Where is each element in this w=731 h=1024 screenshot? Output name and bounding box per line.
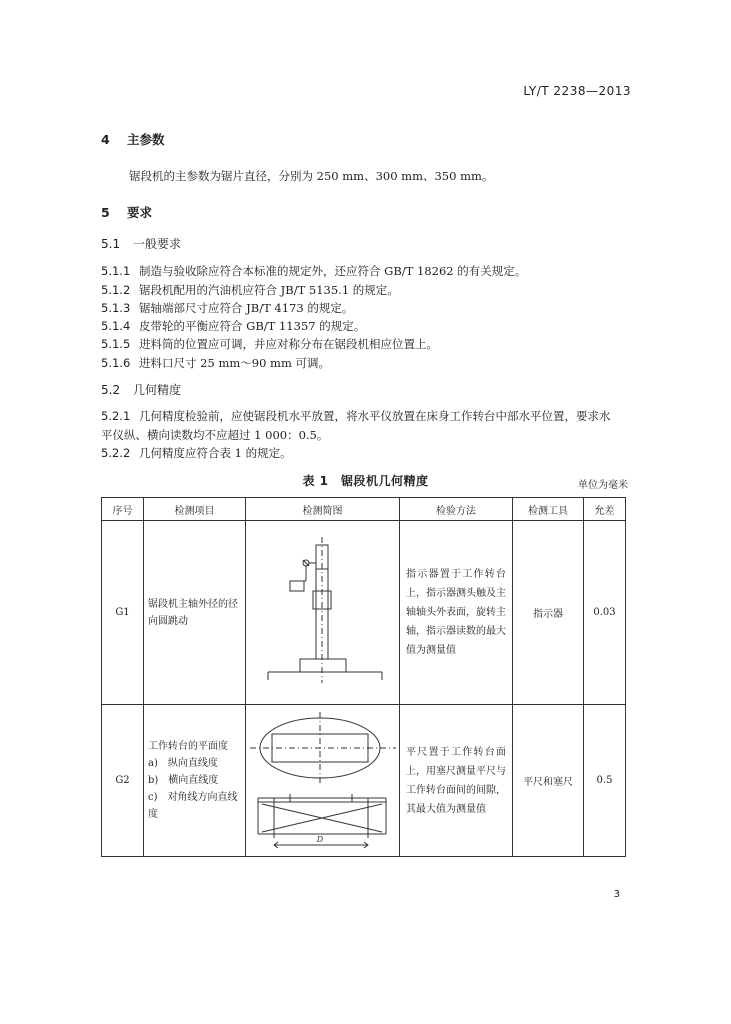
header-item: 检测项目 bbox=[144, 498, 246, 521]
section-5-heading bbox=[101, 203, 152, 221]
row-tool: 平尺和塞尺 bbox=[513, 705, 584, 857]
section-5-1-number: 5.1 bbox=[101, 237, 121, 251]
header-tool: 检测工具 bbox=[513, 498, 584, 521]
row-method: 指示器置于工作转台上，指示器测头触及主轴轴头外表面，旋转主轴，指示器读数的最大值为测量值 bbox=[400, 521, 513, 705]
clause-number: 5.2.1 bbox=[101, 409, 131, 423]
header-seq: 序号 bbox=[102, 498, 144, 521]
section-4-title: 主参数 bbox=[127, 132, 165, 147]
dimension-label: D bbox=[316, 834, 324, 844]
header-method: 检验方法 bbox=[400, 498, 513, 521]
header-diagram: 检测简图 bbox=[246, 498, 400, 521]
clause-5-1-3 bbox=[101, 300, 353, 316]
section-5-1-title: 一般要求 bbox=[133, 237, 182, 251]
clause-text: 锯轴端部尺寸应符合 JB/T 4173 的规定。 bbox=[139, 301, 354, 315]
item-a: a) 纵向直线度 bbox=[148, 758, 218, 769]
clause-5-1-6 bbox=[101, 355, 330, 371]
clause-text: 几何精度应符合表 1 的规定。 bbox=[139, 446, 292, 460]
clause-number: 5.1.1 bbox=[101, 264, 131, 278]
clause-text: 进料筒的位置应可调，并应对称分布在锯段机相应位置上。 bbox=[139, 337, 438, 351]
table-flatness-diagram bbox=[250, 708, 396, 854]
clause-5-1-2 bbox=[101, 282, 399, 298]
section-5-1-heading bbox=[101, 235, 181, 252]
clause-number: 5.2.2 bbox=[101, 446, 131, 460]
section-5-2-number: 5.2 bbox=[101, 383, 121, 397]
table-row bbox=[102, 705, 626, 857]
clause-5-2-1-continued: 平仪纵、横向读数均不应超过 1 000：0.5。 bbox=[101, 428, 329, 442]
spindle-runout-diagram bbox=[250, 533, 396, 693]
clause-text: 制造与验收除应符合本标准的规定外，还应符合 GB/T 18262 的有关规定。 bbox=[139, 264, 527, 278]
row-tolerance: 0.5 bbox=[584, 705, 626, 857]
row-method: 平尺置于工作转台面上，用塞尺测量平尺与工作转台面间的间隙，其最大值为测量值 bbox=[400, 705, 513, 857]
clause-text: 几何精度检验前，应使锯段机水平放置，将水平仪放置在床身工作转台中部水平位置，要求水 bbox=[139, 409, 611, 423]
section-4-paragraph: 锯段机的主参数为锯片直径，分别为 250 mm、300 mm、350 mm。 bbox=[129, 169, 494, 183]
section-5-number: 5 bbox=[101, 205, 110, 220]
clause-5-2-1 bbox=[101, 408, 611, 424]
clause-number: 5.1.4 bbox=[101, 319, 131, 333]
clause-text: 皮带轮的平衡应符合 GB/T 11357 的规定。 bbox=[139, 319, 366, 333]
table-caption: 表 1 锯段机几何精度 bbox=[302, 474, 429, 488]
table-row bbox=[102, 521, 626, 705]
section-4-number: 4 bbox=[101, 132, 110, 147]
clause-5-1-4 bbox=[101, 318, 365, 334]
clause-number: 5.1.2 bbox=[101, 283, 131, 297]
clause-5-1-5 bbox=[101, 336, 438, 352]
row-id: G2 bbox=[102, 705, 144, 857]
clause-text: 锯段机配用的汽油机应符合 JB/T 5135.1 的规定。 bbox=[139, 283, 399, 297]
section-4-heading bbox=[101, 130, 165, 148]
geometric-accuracy-table bbox=[101, 497, 626, 857]
section-5-2-heading bbox=[101, 381, 181, 398]
clause-5-2-2 bbox=[101, 445, 292, 461]
page-number: 3 bbox=[613, 889, 620, 900]
item-title: 工作转台的平面度 bbox=[148, 741, 228, 752]
table-header-row bbox=[102, 498, 626, 521]
clause-text: 进料口尺寸 25 mm～90 mm 可调。 bbox=[139, 356, 331, 370]
row-tool: 指示器 bbox=[513, 521, 584, 705]
header-tolerance: 允差 bbox=[584, 498, 626, 521]
item-c: c) 对角线方向直线度 bbox=[148, 792, 238, 820]
row-diagram bbox=[246, 521, 400, 705]
item-b: b) 横向直线度 bbox=[148, 775, 219, 786]
table-unit: 单位为毫米 bbox=[578, 480, 628, 491]
standard-code: LY/T 2238—2013 bbox=[523, 84, 631, 98]
clause-number: 5.1.5 bbox=[101, 337, 131, 351]
section-5-2-title: 几何精度 bbox=[133, 383, 182, 397]
clause-number: 5.1.3 bbox=[101, 301, 131, 315]
section-5-title: 要求 bbox=[127, 205, 153, 220]
clause-5-1-1 bbox=[101, 263, 526, 279]
row-id: G1 bbox=[102, 521, 144, 705]
row-item: 锯段机主轴外径的径向圆跳动 bbox=[144, 521, 246, 705]
row-item bbox=[144, 705, 246, 857]
row-diagram bbox=[246, 705, 400, 857]
clause-number: 5.1.6 bbox=[101, 356, 131, 370]
row-tolerance: 0.03 bbox=[584, 521, 626, 705]
